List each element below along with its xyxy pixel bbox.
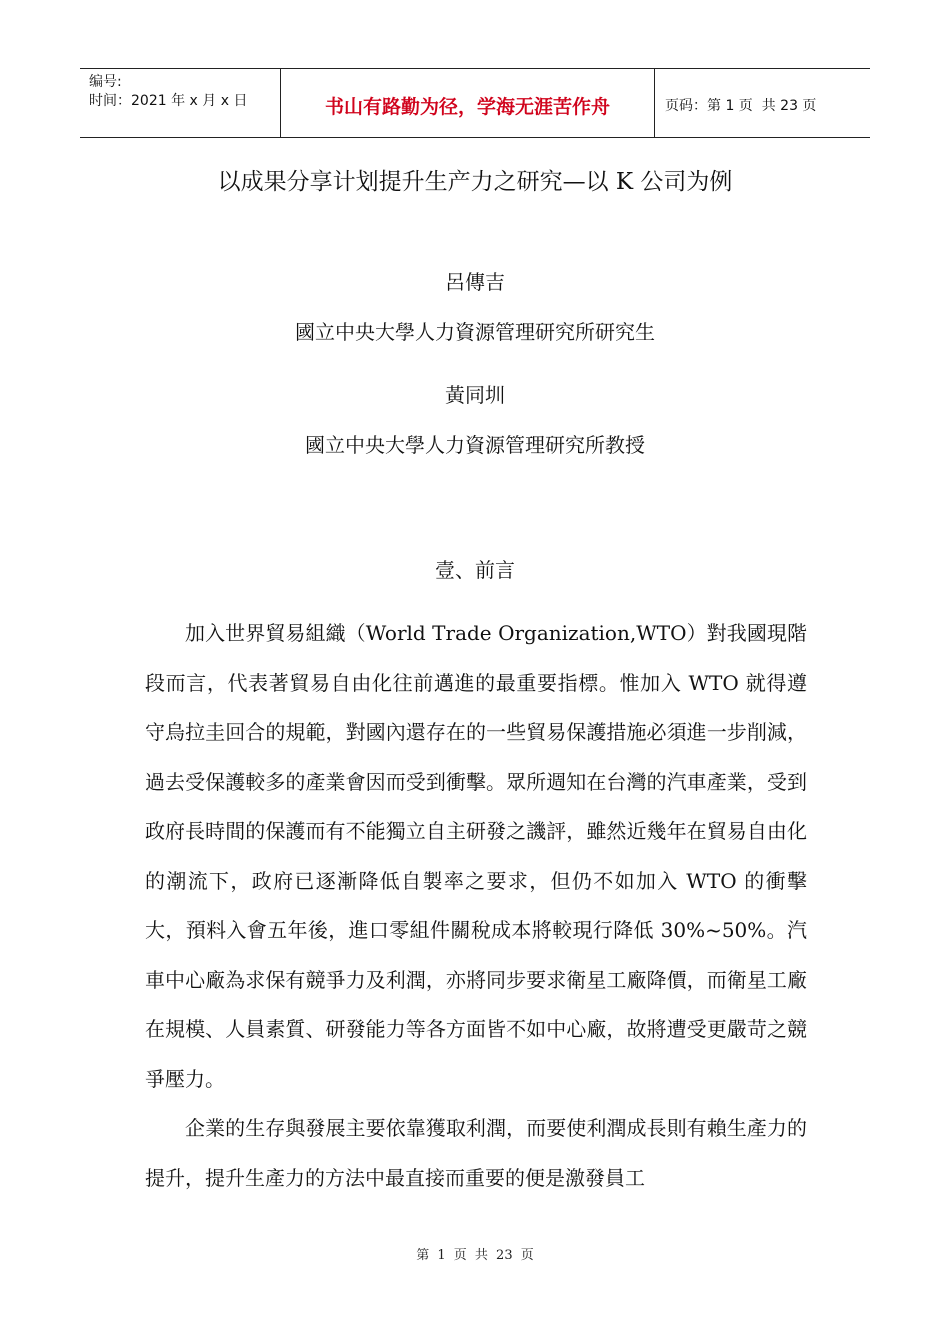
author-affiliation-1: 國立中央大學人力資源管理研究所研究生 xyxy=(295,320,655,344)
author-name-2: 黃同圳 xyxy=(445,383,505,407)
header-motto-cell xyxy=(281,69,655,137)
page-footer: 第 1 页 共 23 页 xyxy=(416,1248,534,1263)
code-label: 编号: xyxy=(89,74,122,90)
author-affiliation-2: 國立中央大學人力資源管理研究所教授 xyxy=(305,433,645,457)
paragraph: 加入世界貿易組織（World Trade Organization,WTO）對我國現階段而言，代表著貿易自由化往前邁進的最重要指標。惟加入 WTO 就得遵守烏拉圭回合的規範，對國內還存在的一些貿易保護措施必須進一步削減，過去受保護較多的產業會因而受到衝擊。眾所週知在台灣的汽車產業，受到政府長時間的保護而有不能獨立自主研發之譏評，雖然近幾年在貿易自由化的潮流下，政府已逐漸降低自製率之要求，但仍不如加入 WTO 的衝擊大，預料入會五年後，進口零組件關稅成本將較現行降低 30%~50%。汽車中心廠為求保有競爭力及利潤，亦將同步要求衛星工廠降價，而衛星工廠在規模、人員素質、研發能力等各方面皆不如中心廠，故將遭受更嚴苛之競爭壓力。 xyxy=(145,621,807,1091)
header-page-cell xyxy=(655,69,870,137)
paragraph: 企業的生存與發展主要依靠獲取利潤，而要使利潤成長則有賴生產力的提升，提升生產力的方法中最直接而重要的便是激發員工 xyxy=(145,1116,807,1190)
page-info: 页码：第 1 页 共 23 页 xyxy=(665,98,817,114)
section-heading: 壹、前言 xyxy=(435,558,515,582)
motto-text: 书山有路勤为径，学海无涯苦作舟 xyxy=(324,95,610,118)
body-text xyxy=(145,609,807,1203)
document-header-table xyxy=(80,68,870,138)
header-meta-cell xyxy=(80,69,281,137)
author-name-1: 呂傳吉 xyxy=(445,270,505,294)
document-title: 以成果分享计划提升生产力之研究—以 K 公司为例 xyxy=(217,169,733,195)
date-label: 时间：2021 年 x 月 x 日 xyxy=(89,93,248,109)
